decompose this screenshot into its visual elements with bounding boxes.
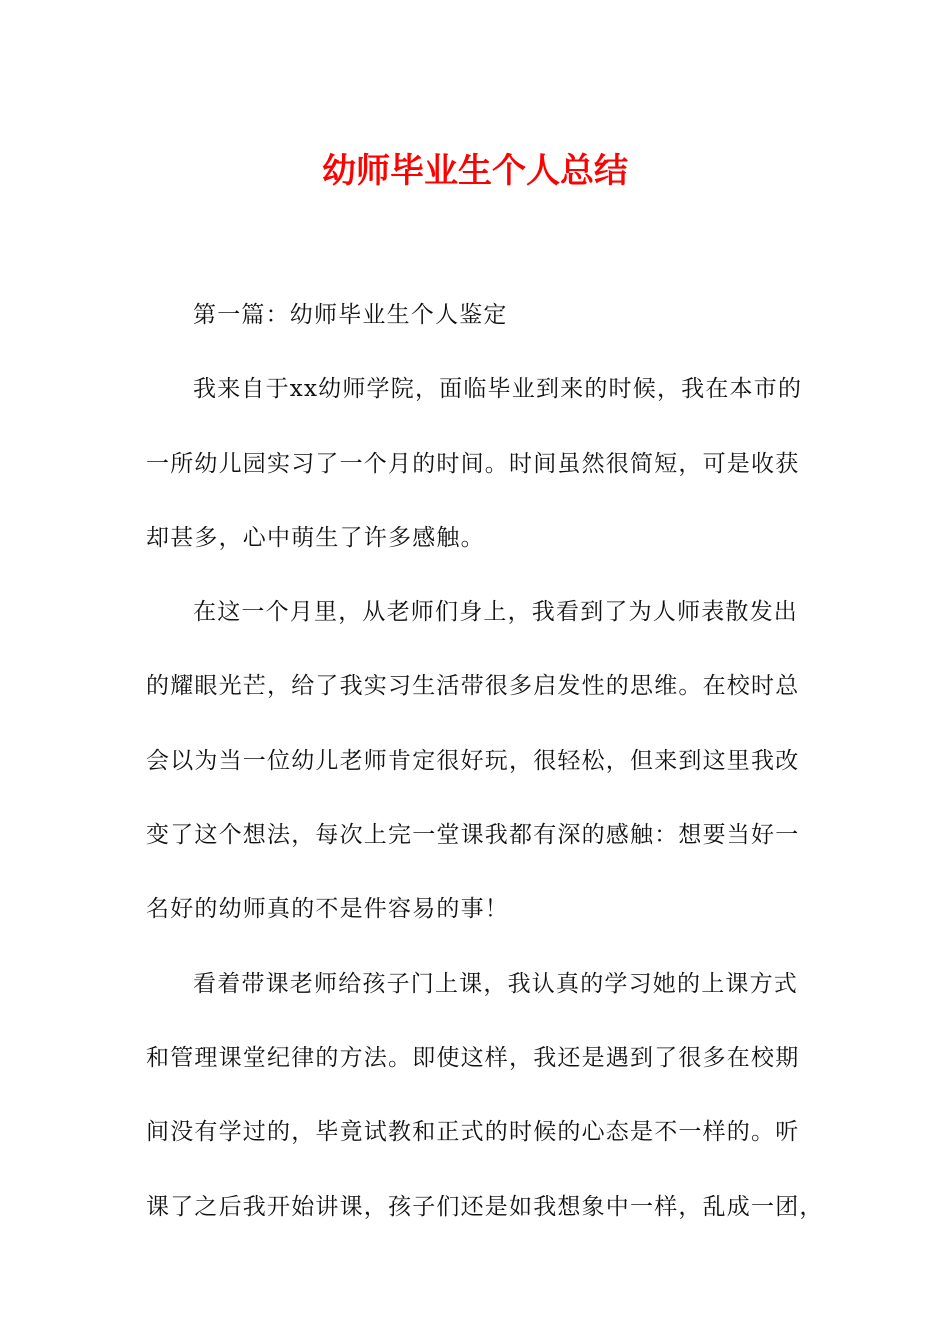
document-body <box>146 278 824 1244</box>
paragraph-line: 看着带课老师给孩子门上课，我认真的学习她的上课方式 <box>193 970 798 997</box>
paragraph-2 <box>146 575 806 946</box>
paragraph-line: 在这一个月里，从老师们身上，我看到了为人师表散发出 <box>193 599 798 626</box>
paragraph-1 <box>146 352 806 575</box>
paragraph-line: 间没有学过的，毕竟试教和正式的时候的心态是不一样的。听 <box>146 1119 800 1146</box>
section-heading <box>146 278 806 352</box>
paragraph-line: 的耀眼光芒，给了我实习生活带很多启发性的思维。在校时总 <box>146 673 800 700</box>
paragraph-line: 名好的幼师真的不是件容易的事！ <box>146 896 509 923</box>
paragraph-3 <box>146 947 824 1244</box>
paragraph-line: 和管理课堂纪律的方法。即使这样，我还是遇到了很多在校期 <box>146 1044 800 1071</box>
paragraph-line: 一所幼儿园实习了一个月的时间。时间虽然很简短，可是收获 <box>146 450 800 477</box>
paragraph-line: 变了这个想法，每次上完一堂课我都有深的感触：想要当好一 <box>146 822 800 849</box>
section-heading-text: 第一篇：幼师毕业生个人鉴定 <box>193 302 508 328</box>
paragraph-line: 会以为当一位幼儿老师肯定很好玩，很轻松，但来到这里我改 <box>146 747 800 774</box>
paragraph-line: 我来自于xx幼师学院，面临毕业到来的时候，我在本市的 <box>193 376 803 403</box>
paragraph-line: 却甚多，心中萌生了许多感触。 <box>146 524 485 551</box>
paragraph-line: 课了之后我开始讲课，孩子们还是如我想象中一样，乱成一团， <box>146 1193 824 1220</box>
document-title: 幼师毕业生个人总结 <box>322 151 628 191</box>
